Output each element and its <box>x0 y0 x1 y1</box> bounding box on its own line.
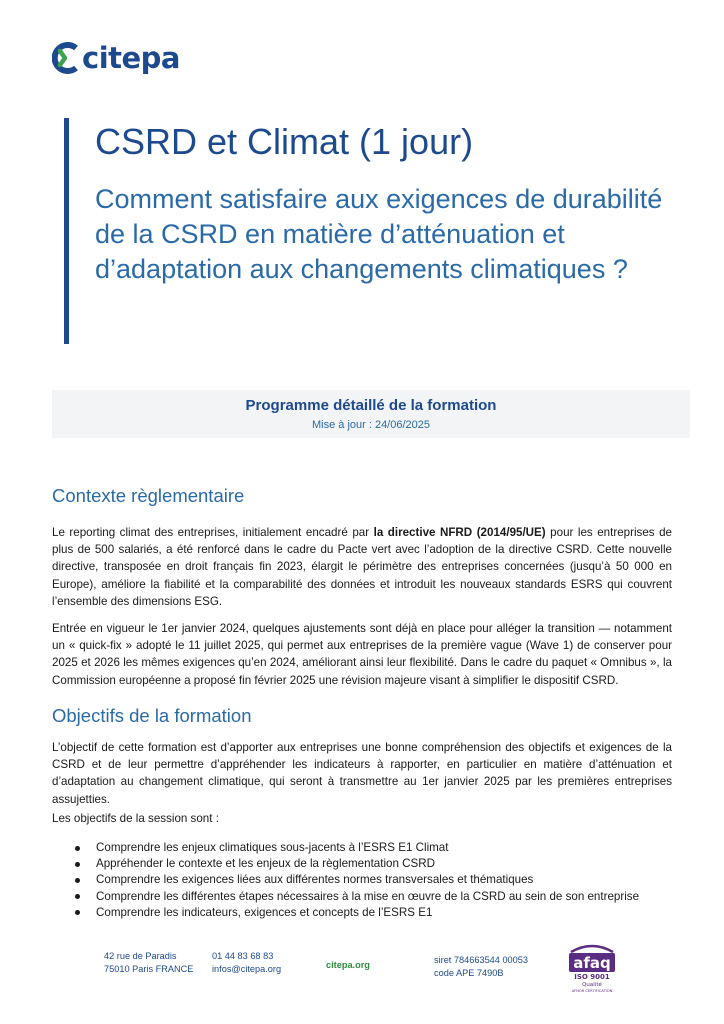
list-item <box>52 856 672 872</box>
section-heading-objectives: Objectifs de la formation <box>52 705 252 726</box>
footer-contact <box>212 950 281 976</box>
list-item <box>52 889 672 905</box>
bullet-icon <box>75 878 80 883</box>
footer-address-line-1: 42 rue de Paradis <box>104 951 177 961</box>
list-item <box>52 905 672 921</box>
list-item-text: Comprendre les différentes étapes nécessaires à la mise en œuvre de la CSRD au sein de son entreprise <box>96 889 640 903</box>
afaq-quality-text: Qualité <box>582 982 602 988</box>
list-item <box>52 840 672 856</box>
footer-email-link[interactable]: infos@citepa.org <box>212 964 282 974</box>
list-item <box>52 872 672 888</box>
footer-ape: code APE 7490B <box>434 968 504 978</box>
page-subtitle: Comment satisfaire aux exigences de durabilité de la CSRD en matière d’atténuation et d’adaptation aux changements climatiques ? <box>95 184 663 284</box>
footer-legal <box>434 954 528 980</box>
footer-address <box>104 950 193 976</box>
objectives-paragraph-2: Les objectifs de la session sont : <box>52 812 219 825</box>
context-p1-text-start: Le reporting climat des entreprises, initialement encadré par <box>52 526 374 539</box>
context-paragraph-1 <box>52 524 672 610</box>
context-paragraph-2: Entrée en vigueur le 1er janvier 2024, quelques ajustements sont déjà en place pour alléger la transition — notamment un « quick-fix » adopté le 11 juillet 2025, qui permet aux entreprises de la première vague (Wave 1) de conserver pour 2025 et 2026 les mêmes exigences qu’en 2024, améliorant ainsi leur flexibilité. Dans le cadre du paquet « Omnibus », la Commission européenne a proposé fin février 2025 une révision majeure visant à simplifier le dispositif CSRD. <box>52 622 672 687</box>
bullet-icon <box>75 846 80 851</box>
context-p1-text-end: pour les entreprises de plus de 500 salariés, a été renforcé dans le cadre du Pacte vert avec l’adoption de la directive CSRD. Cette nouvelle directive, transposée en droit français fin 2023, élargit le périmètre des entreprises concernées (jusqu’à 50 000 en Europe), améliore la fiabilité et la comparabilité des données et introduit les nouveaux standards ESRS qui couvrent l’ensemble des dimensions ESG. <box>52 526 672 608</box>
citepa-logo <box>52 38 180 78</box>
afaq-brand-text: afaq <box>573 954 611 972</box>
bullet-icon <box>75 894 80 899</box>
program-title: Programme détaillé de la formation <box>245 397 497 414</box>
section-heading-context: Contexte règlementaire <box>52 485 245 506</box>
logo-text: citepa <box>82 40 180 75</box>
context-p1-bold-directive: la directive NFRD (2014/95/UE) <box>373 526 546 539</box>
list-item-text: Comprendre les exigences liées aux différentes normes transversales et thématiques <box>96 873 534 887</box>
objectives-paragraph-1: L’objectif de cette formation est d’apporter aux entreprises une bonne compréhension des objectifs et exigences de la CSRD et de leur permettre d’appréhender les indicateurs à rapporter, en particulier en matière d’atténuation et d’adaptation au changement climatique, qui seront à transmettre au 1er janvier 2025 par les premières entreprises assujetties. <box>52 741 672 806</box>
footer-phone: 01 44 83 68 83 <box>212 951 274 961</box>
afaq-iso-text: ISO 9001 <box>574 973 610 981</box>
program-banner <box>52 390 690 438</box>
list-item-text: Comprendre les indicateurs, exigences et concepts de l’ESRS E1 <box>96 905 433 919</box>
page-title: CSRD et Climat (1 jour) <box>95 121 474 162</box>
objectives-list <box>52 840 672 921</box>
list-item-text: Comprendre les enjeux climatiques sous-jacents à l’ESRS E1 Climat <box>96 841 449 854</box>
title-block <box>64 118 684 344</box>
afaq-org-text: AFNOR CERTIFICATION <box>571 989 613 993</box>
bullet-icon <box>75 910 80 915</box>
footer-address-line-2: 75010 Paris FRANCE <box>104 964 194 974</box>
citepa-logo-icon <box>52 42 82 74</box>
bullet-icon <box>75 862 80 867</box>
footer-siret: siret 784663544 00053 <box>434 955 528 965</box>
list-item-text: Appréhender le contexte et les enjeux de la règlementation CSRD <box>96 857 435 871</box>
afaq-iso-certification-logo <box>567 938 617 994</box>
program-update-date: Mise à jour : 24/06/2025 <box>311 419 431 431</box>
footer-website-link[interactable]: citepa.org <box>326 960 370 970</box>
